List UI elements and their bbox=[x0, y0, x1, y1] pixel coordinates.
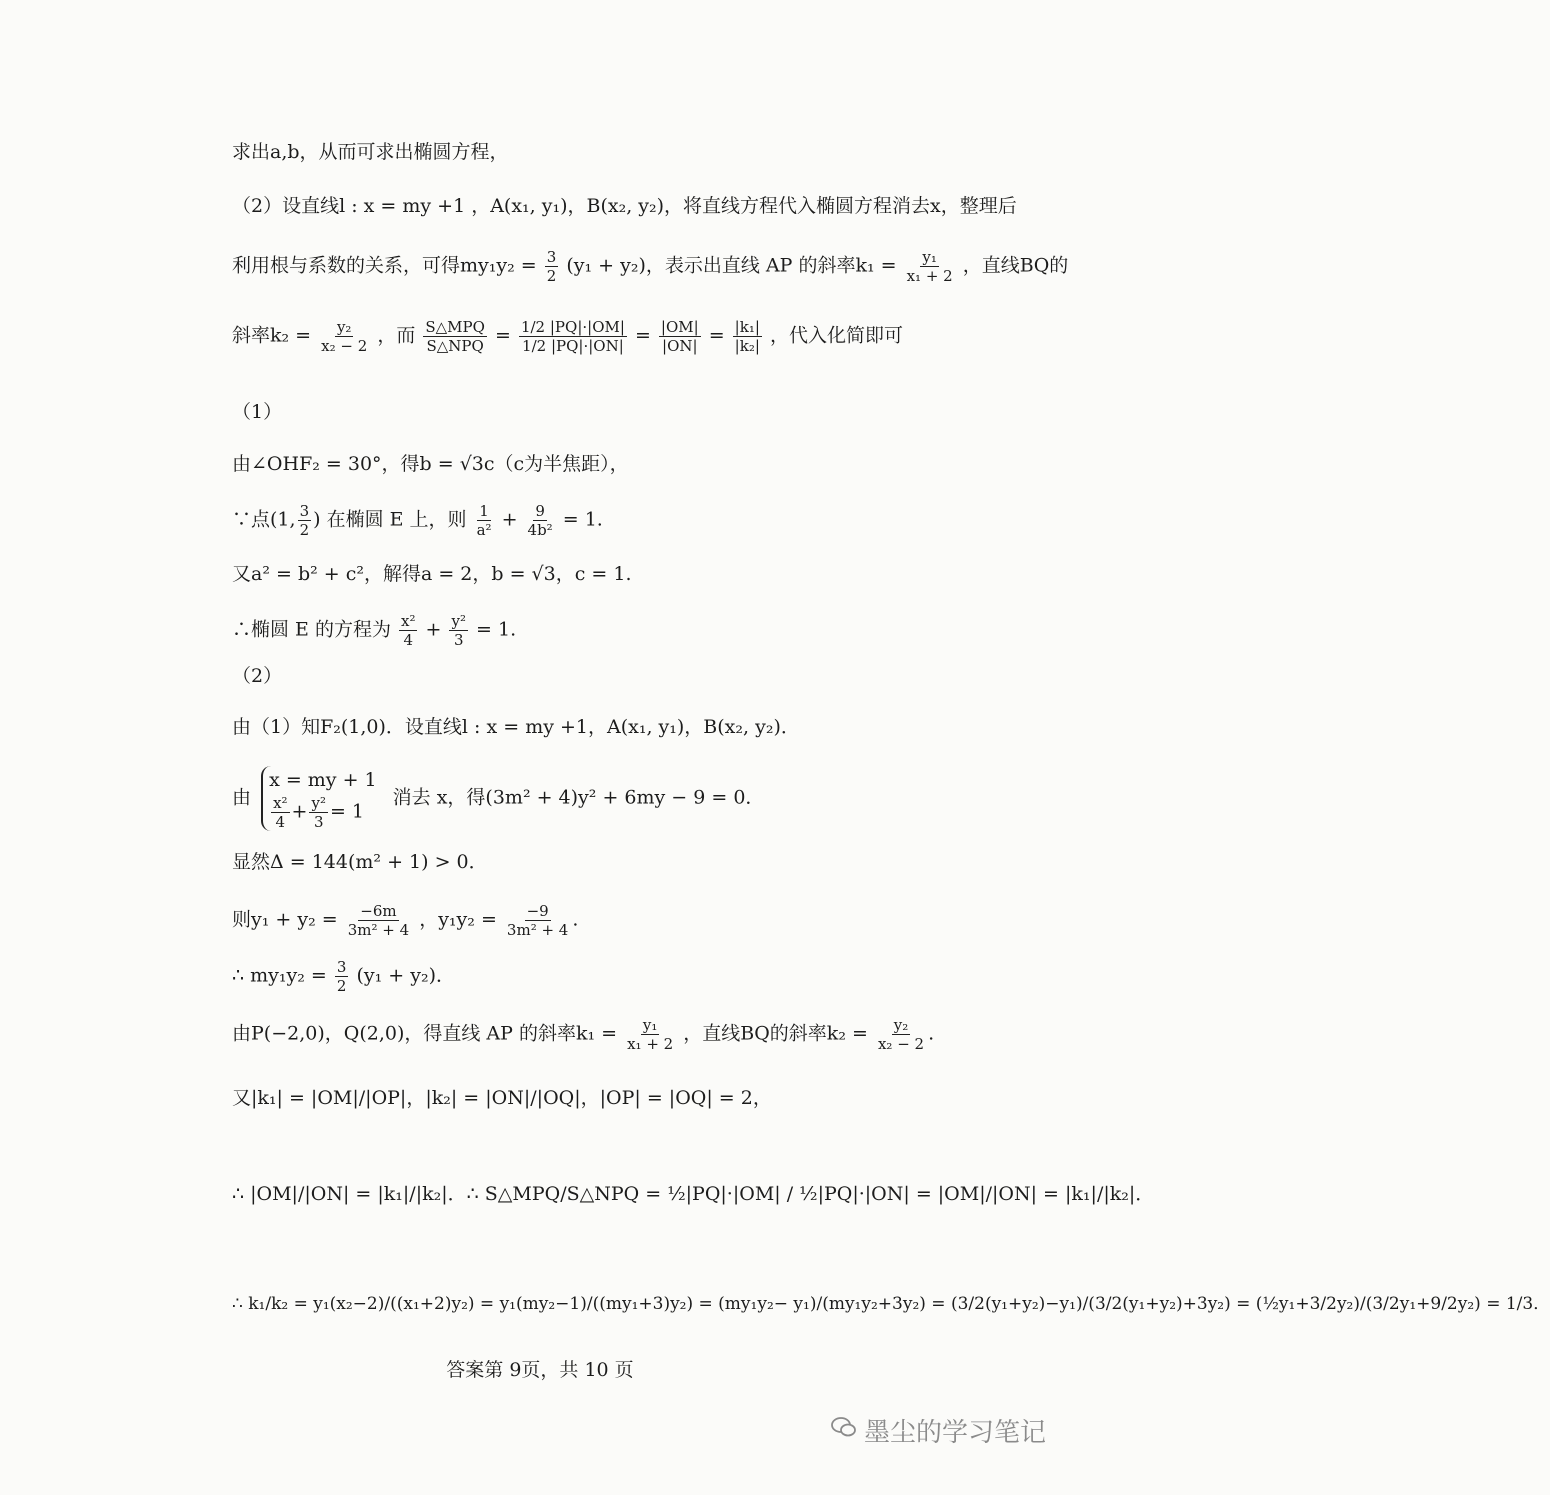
line-area-ratio: 斜率k₂ = $\frac{\text{y₂}}{\text{x₂ − 2}}$ ，而 $\frac{\text{S△MPQ}}{\text{S△NPQ}}$ = $\frac{1/2 |PQ|\cdot|OM|}{1/2 |PQ|\cdot|ON|}$ = $\frac{|OM|}{|ON|}$ = $\frac{\text{|k₁|}}{\text{|k₂|}}$ ，代入化简即可 bbox=[232, 318, 903, 355]
line-slopes: 由P(−2,0)，Q(2,0)，得直线 AP 的斜率k₁ = $\frac{\text{y₁}}{\text{x₁ + 2}}$ ，直线BQ的斜率k₂ = $\frac{\text{y₂}}{\text{x₂ − 2}}$ . bbox=[232, 1016, 935, 1053]
line-system: 由 x = my + 1 $\frac{\text{x²}}{4}$ + $\frac{\text{y²}}{3}$ = 1 消去 x，得(3m² + 4)y² + 6my − 9 = 0． bbox=[232, 766, 970, 831]
line-solve-abc: 又a² = b² + c²，解得a = 2，b = √3，c = 1. bbox=[232, 563, 632, 585]
line-vieta: 则y₁ + y₂ = $\frac{-6m}{\text{3m² + 4}}$ ，y₁y₂ = $\frac{-9}{\text{3m² + 4}}$ . bbox=[232, 902, 579, 939]
line-ratio-conclusion: ∴ |OM|/|ON| = |k₁|/|k₂|．∴ S△MPQ/S△NPQ = ½|PQ|·|OM| / ½|PQ|·|ON| = |OM|/|ON| = |k₁|/|k₂|． bbox=[232, 1183, 1155, 1205]
equation-system: x = my + 1 $\frac{\text{x²}}{4}$ + $\frac{\text{y²}}{3}$ = 1 bbox=[261, 766, 383, 831]
wechat-icon bbox=[830, 1413, 858, 1448]
watermark-text: 墨尘的学习笔记 bbox=[863, 1418, 1046, 1448]
section-1-label: （1） bbox=[232, 401, 283, 423]
line-point-on-ellipse: ∵点(1, $\frac{3}{2}$ ) 在椭圆 E 上，则 $\frac{1}{\text{a²}}$ + $\frac{9}{\text{4b²}}$ = 1. bbox=[232, 502, 603, 539]
line-ellipse-equation: ∴椭圆 E 的方程为 $\frac{\text{x²}}{4}$ + $\frac{\text{y²}}{3}$ = 1. bbox=[232, 612, 517, 649]
page-footer: 答案第 9页，共 10 页 bbox=[446, 1359, 634, 1381]
line-abs-slopes: 又|k₁| = |OM|/|OP|，|k₂| = |ON|/|OQ|，|OP| = |OQ| = 2， bbox=[232, 1087, 772, 1109]
watermark bbox=[830, 1412, 1046, 1449]
line-vieta-relation: 利用根与系数的关系，可得my₁y₂ = $\frac{3}{2}$ (y₁ + y₂)，表示出直线 AP 的斜率k₁ = $\frac{\text{y₁}}{\text{x₁ + 2}}$ ，直线BQ的 bbox=[232, 248, 1069, 285]
line-discriminant: 显然Δ = 144(m² + 1) > 0． bbox=[232, 851, 488, 873]
line-intro: 求出a,b，从而可求出椭圆方程， bbox=[232, 141, 509, 163]
line-part2-setup: （2）设直线l : x = my +1 ，A(x₁, y₁)，B(x₂, y₂)，将直线方程代入椭圆方程消去x，整理后 bbox=[232, 195, 1017, 217]
line-focus: 由（1）知F₂(1,0)．设直线l : x = my +1，A(x₁, y₁)，B(x₂, y₂)． bbox=[232, 716, 800, 738]
line-angle: 由∠OHF₂ = 30°，得b = √3c（c为半焦距）， bbox=[232, 453, 629, 475]
section-2-label: （2） bbox=[232, 665, 283, 687]
line-my1y2: ∴ my₁y₂ = $\frac{3}{2}$ (y₁ + y₂)． bbox=[232, 958, 455, 995]
line-final-ratio: ∴ k₁/k₂ = y₁(x₂−2)/((x₁+2)y₂) = y₁(my₂−1)/((my₁+3)y₂) = (my₁y₂− y₁)/(my₁y₂+3y₂) = (3/2(y₁+y₂)−y₁)/(3/2(y₁+y₂)+3y₂) = (½y₁+3/2y₂)/(3/2y₁+9/2y₂) = 1/3． bbox=[232, 1294, 1550, 1314]
